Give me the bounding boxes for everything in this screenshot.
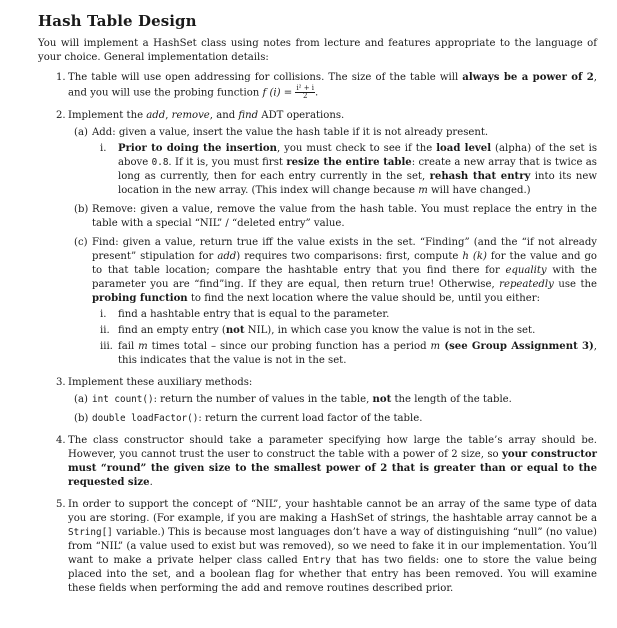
find-case-ii: ii. find an empty entry (not NIL), in which case you know the value is not in the set.	[100, 324, 536, 336]
list-item-5: 5. In order to support the concept of “NIL”, your hashtable cannot be an array of the same type of data you are storing. (For example, if you are making a HashSet of strings, the hashtable array cannot be a String[] variable.) This is because most languages don’t have a way of distinguishing “null” (no value) from “NIL” (a value used to exist but was removed), so we need to fake it in our implementation. You’ll want to make a private helper class called Entry that has two fields: one to store the value being placed into the set, and a boolean flag for whether that entry has been removed. You will examine these fields when performing the add and remove routines described prior.	[56, 498, 597, 594]
aux-method-count: (a) int count(): return the number of values in the table, not the length of the table.	[74, 393, 512, 405]
list-item-2: 2. Implement the add, remove, and find ADT operations. (a) Add: given a value, insert the value the hash table if it is not already present. i. Prior to doing the insertion, you must check to see if the load level (alpha) of the set is above 0.8. If it is, you must first resize the entire table: create a new array that is twice as long as currently, then for each entry currently in the set, rehash that entry into its new location in the new array. (This index will change because m will have changed.) (b) Remove: given a value, remove the value from the hash table. You must replace the entry in the table with a special “NIL” / “deleted entry” value. (c) Find: given a value, return true iff the value exists in the set. “Finding” (and the “if not already present” stipulation for add) requires two comparisons: first, compute h (k) for the value and go to that table location; compare the hashtable entry that you find there for equality with the parameter you are “find”ing. If they are equal, then return true! Otherwise, repeatedly use the probing function to find the next location where the value should be, until you either: i. find a hashtable entry that is equal to the parameter. ii. find an empty entry (not NIL), in which case you know the value is not in the set. iii. fail m times total – since our probing function has a period m (see Group Assignment 3), this indicates that the value is not in the set.	[38, 109, 597, 368]
sublist-item-find: (c) Find: given a value, return true iff the value exists in the set. “Finding” (and the “if not already present” stipulation for add) requires two comparisons: first, compute h (k) for the value and go to that table location; compare the hashtable entry that you find there for equality with the parameter you are “find”ing. If they are equal, then return true! Otherwise, repeatedly use the probing function to find the next location where the value should be, until you either: i. find a hashtable entry that is equal to the parameter. ii. find an empty entry (not NIL), in which case you know the value is not in the set. iii. fail m times total – since our probing function has a period m (see Group Assignment 3), this indicates that the value is not in the set.	[38, 236, 597, 368]
aux-method-loadfactor: (b) double loadFactor(): return the current load factor of the table.	[74, 412, 423, 424]
list-item-4: 4. The class constructor should take a parameter specifying how large the table’s array should be. However, you cannot trust the user to construct the table with a power of 2 size, so your constructor must “round” the given size to the smallest power of 2 that is greater than or equal to the requested size.	[56, 434, 597, 488]
find-case-iii: iii. fail m times total – since our probing function has a period m (see Group Assignment 3), this indicates that the value is not in the set.	[100, 340, 597, 366]
intro-paragraph: You will implement a HashSet class using notes from lecture and features appropriate to the language of your choice. General implementation details:	[38, 38, 597, 63]
probing-fraction: $\frac{\text{i² + i}}{2}$	[296, 84, 315, 100]
sublist-item-remove: (b) Remove: given a value, remove the value from the hash table. You must replace the entry in the table with a special “NIL” / “deleted entry” value.	[74, 203, 597, 229]
list-item-1: 1. The table will use open addressing for collisions. The size of the table will always be a power of 2, and you will use the probing function f (i) = $\frac{\text{i² + i}}{2}$ .	[56, 72, 598, 100]
sublist-item-add: (a) Add: given a value, insert the value the hash table if it is not already present. i. Prior to doing the insertion, you must check to see if the load level (alpha) of the set is above 0.8. If it is, you must first resize the entire table: create a new array that is twice as long as currently, then for each entry currently in the set, rehash that entry into its new location in the new array. (This index will change because m will have changed.)	[38, 126, 597, 198]
requirements-list	[38, 71, 597, 596]
subsub-item-resize: i. Prior to doing the insertion, you must check to see if the load level (alpha) of the set is above 0.8. If it is, you must first resize the entire table: create a new array that is twice as long as currently, then for each entry currently in the set, rehash that entry into its new location in the new array. (This index will change because m will have changed.)	[100, 142, 597, 196]
find-case-i: i. find a hashtable entry that is equal to the parameter.	[100, 308, 390, 320]
page-title: Hash Table Design	[38, 12, 197, 30]
list-item-3: 3. Implement these auxiliary methods: (a) int count(): return the number of values in the table, not the length of the table. (b) double loadFactor(): return the current load factor of the table.	[38, 376, 597, 426]
